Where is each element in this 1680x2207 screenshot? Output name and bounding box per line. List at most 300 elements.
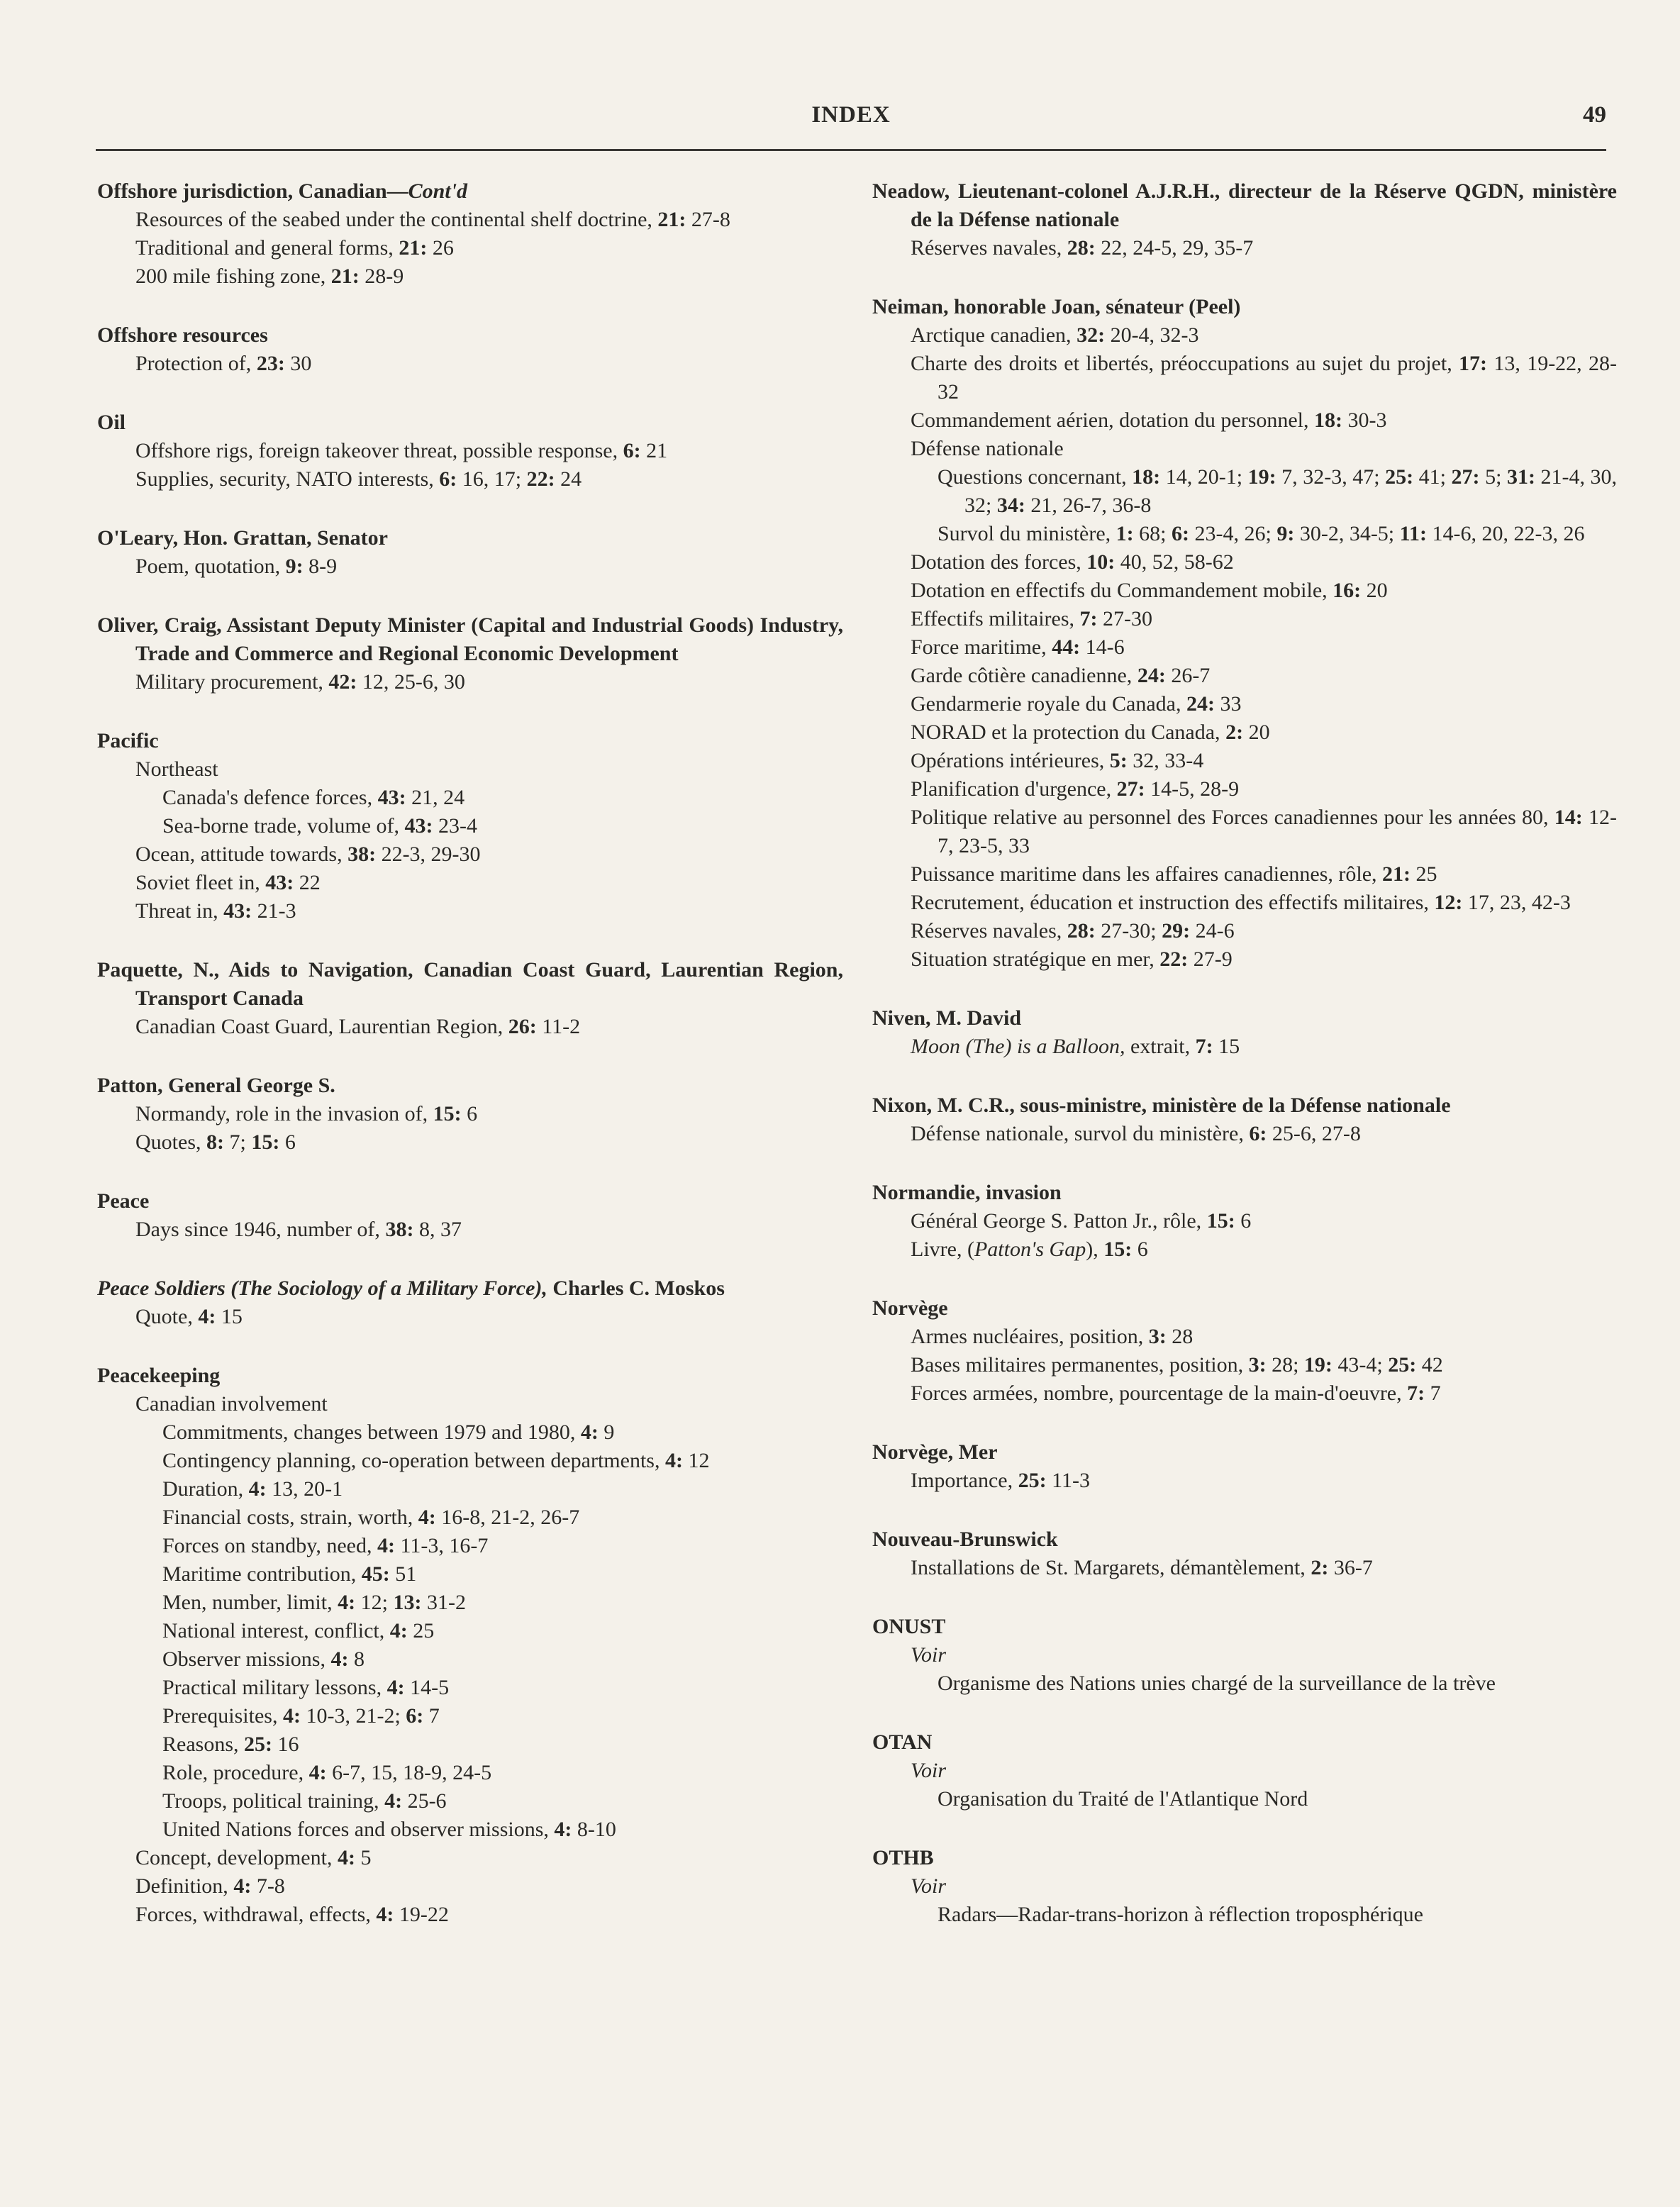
- page-reference: 7:: [1407, 1382, 1425, 1405]
- index-entry: [97, 408, 843, 494]
- index-text: Contingency planning, co-operation between departments,: [162, 1449, 665, 1472]
- index-text: 25: [407, 1619, 435, 1642]
- index-entry: [872, 1091, 1617, 1148]
- index-text: 8-10: [572, 1818, 616, 1841]
- page-reference: 25:: [244, 1733, 272, 1756]
- index-text: Nixon, M. C.R., sous-ministre, ministère de la Défense nationale: [872, 1094, 1451, 1117]
- page-reference: 26:: [508, 1015, 537, 1038]
- entry-subheading: [872, 1207, 1617, 1235]
- index-text: 12-7, 23-5, 33: [938, 806, 1617, 857]
- index-text: Charte des droits et libertés, préoccupations au sujet du projet,: [911, 352, 1459, 375]
- index-text: 19-22: [394, 1903, 449, 1926]
- index-text: Supplies, security, NATO interests,: [135, 467, 440, 491]
- index-entry: [97, 1362, 843, 1929]
- entry-subheading: [872, 1351, 1617, 1379]
- index-text: 22-3, 29-30: [376, 843, 481, 866]
- entry-subheading: [97, 668, 843, 696]
- entry-subheading: [124, 1787, 843, 1816]
- index-text: Moon (The) is a Balloon,: [911, 1035, 1125, 1058]
- entry-subheading: [872, 605, 1617, 633]
- entry-subheading: [97, 840, 843, 869]
- page-reference: 9:: [1276, 522, 1295, 545]
- entry-subheading: [97, 1128, 843, 1157]
- page-title: INDEX: [811, 102, 891, 128]
- entry-subheading: [872, 1467, 1617, 1495]
- index-entry: [97, 177, 843, 291]
- entry-subheading: [124, 1816, 843, 1844]
- index-text: Oil: [97, 411, 126, 434]
- index-text: 7: [423, 1704, 440, 1728]
- entry-subheading: [872, 804, 1617, 860]
- page-reference: 6:: [1249, 1122, 1267, 1145]
- page-reference: 5:: [1109, 749, 1128, 772]
- index-text: extrait,: [1125, 1035, 1196, 1058]
- index-text: 22: [294, 871, 321, 894]
- page-reference: 24:: [1137, 664, 1166, 687]
- entry-heading: [872, 1438, 1617, 1467]
- index-text: 16, 17;: [457, 467, 527, 491]
- index-text: Reasons,: [162, 1733, 244, 1756]
- index-text: Sea-borne trade, volume of,: [162, 814, 405, 838]
- entry-subheading: [97, 1901, 843, 1929]
- index-entry: [97, 1274, 843, 1331]
- entry-heading: [97, 524, 843, 552]
- page-reference: 45:: [361, 1562, 390, 1586]
- page-reference: 6:: [1172, 522, 1189, 545]
- index-text: 20: [1243, 721, 1270, 744]
- entry-subheading: [97, 1216, 843, 1244]
- entry-subheading: [872, 945, 1617, 974]
- index-text: Troops, political training,: [162, 1789, 385, 1813]
- index-text: 7: [1425, 1382, 1441, 1405]
- entry-subheading: [124, 1674, 843, 1702]
- page-reference: 4:: [386, 1676, 405, 1699]
- page-reference: 15:: [1206, 1209, 1235, 1233]
- index-text: Norvège, Mer: [872, 1440, 998, 1464]
- page-reference: 29:: [1162, 919, 1191, 943]
- index-text: Force maritime,: [911, 635, 1052, 659]
- page-reference: 3:: [1248, 1353, 1267, 1377]
- page-reference: 43:: [265, 871, 294, 894]
- index-text: Commitments, changes between 1979 and 1980,: [162, 1421, 581, 1444]
- page-reference: 15:: [251, 1130, 280, 1154]
- entry-subheading: [872, 1033, 1617, 1061]
- page-reference: 4:: [376, 1903, 394, 1926]
- page-reference: 4:: [330, 1647, 349, 1671]
- index-text: Peacekeeping: [97, 1364, 221, 1387]
- index-text: 30: [284, 352, 312, 375]
- page-reference: 22:: [526, 467, 555, 491]
- index-text: NORAD et la protection du Canada,: [911, 721, 1226, 744]
- index-entry: [872, 1728, 1617, 1813]
- page-reference: 10:: [1086, 550, 1116, 574]
- entry-heading: [872, 1294, 1617, 1323]
- entry-subheading: [124, 1560, 843, 1589]
- index-text: Importance,: [911, 1469, 1018, 1492]
- page-reference: 4:: [233, 1874, 252, 1898]
- entry-subheading: [97, 1390, 843, 1418]
- index-text: 16: [272, 1733, 299, 1756]
- index-text: Oliver, Craig, Assistant Deputy Minister (Capital and Industrial Goods) Industry, Trade and Commerce and Regional Economic Development: [97, 613, 843, 665]
- index-text: Forces armées, nombre, pourcentage de la main-d'oeuvre,: [911, 1382, 1408, 1405]
- entry-subheading: [899, 1669, 1617, 1698]
- entry-heading: [872, 293, 1617, 321]
- index-text: 14-6, 20, 22-3, 26: [1427, 522, 1585, 545]
- index-entry: [872, 1844, 1617, 1929]
- index-text: Dotation en effectifs du Commandement mobile,: [911, 579, 1333, 602]
- index-text: United Nations forces and observer missions,: [162, 1818, 555, 1841]
- entry-heading: [97, 321, 843, 350]
- index-text: 6: [461, 1102, 478, 1125]
- index-text: Forces, withdrawal, effects,: [135, 1903, 377, 1926]
- index-text: Protection of,: [135, 352, 257, 375]
- index-entry: [97, 524, 843, 581]
- index-entry: [872, 1294, 1617, 1408]
- page-reference: 4:: [198, 1305, 216, 1328]
- index-entry: [872, 1179, 1617, 1264]
- page-reference: 8:: [206, 1130, 224, 1154]
- index-column-left: [97, 177, 843, 1959]
- index-text: Opérations intérieures,: [911, 749, 1110, 772]
- index-text: 21-4, 30, 32;: [964, 465, 1618, 517]
- entry-subheading: [872, 435, 1617, 463]
- entry-subheading: [97, 1844, 843, 1872]
- index-text: 14-5, 28-9: [1145, 777, 1240, 801]
- index-text: 36-7: [1328, 1556, 1373, 1579]
- index-text: Forces on standby, need,: [162, 1534, 377, 1557]
- page-reference: 14:: [1554, 806, 1583, 829]
- entry-subheading: [872, 860, 1617, 889]
- index-text: 12, 25-6, 30: [357, 670, 465, 694]
- index-entry: [97, 727, 843, 925]
- index-text: 13, 20-1: [266, 1477, 343, 1501]
- page-reference: 25:: [1385, 465, 1414, 489]
- index-text: 22, 24-5, 29, 35-7: [1095, 236, 1254, 260]
- page-reference: 4:: [664, 1449, 683, 1472]
- index-text: 12;: [355, 1591, 394, 1614]
- entry-subheading: [872, 577, 1617, 605]
- index-text: 6-7, 15, 18-9, 24-5: [326, 1761, 492, 1784]
- page-reference: 4:: [338, 1591, 356, 1614]
- index-text: Puissance maritime dans les affaires canadiennes, rôle,: [911, 862, 1383, 886]
- page-reference: 28:: [1067, 919, 1096, 943]
- page-reference: 4:: [248, 1477, 267, 1501]
- page-reference: 7:: [1079, 607, 1098, 630]
- entry-subheading: [872, 1379, 1617, 1408]
- entry-subheading: [872, 1554, 1617, 1582]
- entry-subheading: [124, 1759, 843, 1787]
- index-text: Peace: [97, 1189, 150, 1213]
- index-text: Recrutement, éducation et instruction des effectifs militaires,: [911, 891, 1435, 914]
- page-reference: 23:: [256, 352, 285, 375]
- page-reference: 4:: [384, 1789, 403, 1813]
- index-entry: [97, 1187, 843, 1244]
- index-text: National interest, conflict,: [162, 1619, 390, 1642]
- index-text: 8, 37: [413, 1218, 462, 1241]
- index-text: Ocean, attitude towards,: [135, 843, 348, 866]
- page-reference: 16:: [1333, 579, 1362, 602]
- page-reference: 38:: [385, 1218, 414, 1241]
- page-reference: 12:: [1434, 891, 1463, 914]
- index-text: Réserves navales,: [911, 919, 1067, 943]
- index-text: Organisation du Traité de l'Atlantique Nord: [938, 1787, 1308, 1811]
- entry-subheading: [124, 1475, 843, 1503]
- entry-heading: [872, 1613, 1617, 1641]
- page-reference: 21:: [399, 236, 428, 260]
- index-text: Questions concernant,: [938, 465, 1133, 489]
- entry-subheading: [97, 206, 843, 234]
- entry-subheading: [872, 718, 1617, 747]
- index-text: 11-2: [536, 1015, 581, 1038]
- index-text: 30-3: [1342, 408, 1387, 432]
- index-text: Role, procedure,: [162, 1761, 309, 1784]
- index-text: Gendarmerie royale du Canada,: [911, 692, 1186, 716]
- index-entry: [97, 956, 843, 1041]
- page-reference: 3:: [1148, 1325, 1167, 1348]
- index-text: 14-6: [1080, 635, 1125, 659]
- entry-subheading: [872, 548, 1617, 577]
- index-text: 43-4;: [1332, 1353, 1389, 1377]
- index-entry: [872, 1004, 1617, 1061]
- index-text: 8: [348, 1647, 365, 1671]
- index-text: Radars—Radar-trans-horizon à réflection troposphérique: [938, 1903, 1423, 1926]
- entry-heading: [872, 1844, 1617, 1872]
- entry-subheading: [124, 1503, 843, 1532]
- entry-heading: [97, 177, 843, 206]
- index-text: 21-3: [252, 899, 296, 923]
- entry-subheading: [97, 755, 843, 784]
- index-entry: [872, 177, 1617, 262]
- entry-subheading: [97, 1872, 843, 1901]
- index-entry: [872, 293, 1617, 974]
- index-text: Réserves navales,: [911, 236, 1067, 260]
- index-text: 17, 23, 42-3: [1462, 891, 1571, 914]
- index-text: 28;: [1266, 1353, 1304, 1377]
- page-reference: 13:: [393, 1591, 422, 1614]
- page-reference: 19:: [1303, 1353, 1333, 1377]
- page-reference: 27:: [1116, 777, 1145, 801]
- index-text: Normandie, invasion: [872, 1181, 1062, 1204]
- page-reference: 7:: [1195, 1035, 1213, 1058]
- entry-subheading: [872, 917, 1617, 945]
- index-text: Canadian Coast Guard, Laurentian Region,: [135, 1015, 508, 1038]
- index-text: 16-8, 21-2, 26-7: [435, 1506, 580, 1529]
- index-text: Cont'd: [408, 179, 468, 203]
- index-text: Quotes,: [135, 1130, 206, 1154]
- entry-subheading: [97, 1303, 843, 1331]
- entry-heading: [872, 1525, 1617, 1554]
- index-text: 25-6, 27-8: [1267, 1122, 1361, 1145]
- index-text: 200 mile fishing zone,: [135, 265, 331, 288]
- page-reference: 6:: [406, 1704, 424, 1728]
- page-reference: 15:: [433, 1102, 462, 1125]
- entry-subheading: [872, 775, 1617, 804]
- index-text: 9: [598, 1421, 615, 1444]
- index-text: 27-9: [1188, 947, 1233, 971]
- index-text: 12: [682, 1449, 710, 1472]
- index-text: 15: [1213, 1035, 1240, 1058]
- index-text: Northeast: [135, 757, 218, 781]
- index-text: Installations de St. Margarets, démantèlement,: [911, 1556, 1311, 1579]
- index-text: Patton, General George S.: [97, 1074, 335, 1097]
- page-reference: 18:: [1132, 465, 1161, 489]
- page-reference: 31:: [1506, 465, 1535, 489]
- index-text: Prerequisites,: [162, 1704, 283, 1728]
- index-text: 25: [1411, 862, 1437, 886]
- page-reference: 19:: [1247, 465, 1276, 489]
- page-reference: 17:: [1459, 352, 1488, 375]
- index-text: 13, 19-22, 28-32: [938, 352, 1618, 404]
- entry-subheading: [872, 690, 1617, 718]
- entry-subheading: [97, 437, 843, 465]
- page-reference: 43:: [223, 899, 252, 923]
- entry-heading: [97, 611, 843, 668]
- index-text: 24-6: [1190, 919, 1235, 943]
- entry-heading: [97, 1362, 843, 1390]
- page-reference: 4:: [377, 1534, 395, 1557]
- page-reference: 4:: [580, 1421, 599, 1444]
- index-text: Voir: [911, 1643, 947, 1667]
- entry-heading: [97, 956, 843, 1013]
- index-text: Canadian involvement: [135, 1392, 328, 1416]
- page-reference: 1:: [1116, 522, 1134, 545]
- index-text: Livre, (: [911, 1238, 974, 1261]
- index-text: 27-30;: [1095, 919, 1162, 943]
- entry-heading: [97, 1187, 843, 1216]
- entry-subheading: [97, 465, 843, 494]
- index-text: 31-2: [421, 1591, 466, 1614]
- index-text: Normandy, role in the invasion of,: [135, 1102, 433, 1125]
- index-text: OTAN: [872, 1730, 933, 1754]
- page-header: [96, 99, 1606, 151]
- entry-subheading: [124, 1617, 843, 1645]
- page-reference: 21:: [330, 265, 360, 288]
- index-text: ONUST: [872, 1615, 946, 1638]
- page-reference: 34:: [996, 494, 1025, 517]
- entry-subheading: [872, 662, 1617, 690]
- index-text: Practical military lessons,: [162, 1676, 387, 1699]
- index-text: Voir: [911, 1759, 947, 1782]
- index-text: Peace Soldiers (The Sociology of a Military Force),: [97, 1277, 547, 1300]
- index-text: Threat in,: [135, 899, 224, 923]
- index-text: Paquette, N., Aids to Navigation, Canadian Coast Guard, Laurentian Region, Transport Canada: [97, 958, 843, 1010]
- page-reference: 4:: [418, 1506, 436, 1529]
- page-reference: 43:: [404, 814, 433, 838]
- index-text: Neadow, Lieutenant-colonel A.J.R.H., directeur de la Réserve QGDN, ministère de la Défense nationale: [872, 179, 1617, 231]
- index-text: 7;: [224, 1130, 252, 1154]
- index-text: Duration,: [162, 1477, 249, 1501]
- index-text: 11-3: [1046, 1469, 1090, 1492]
- page-reference: 18:: [1314, 408, 1343, 432]
- page-reference: 21:: [657, 208, 686, 231]
- index-text: Planification d'urgence,: [911, 777, 1117, 801]
- entry-heading: [97, 727, 843, 755]
- index-text: 41;: [1413, 465, 1452, 489]
- entry-subheading: [872, 747, 1617, 775]
- entry-subheading: [124, 1418, 843, 1447]
- index-text: Situation stratégique en mer,: [911, 947, 1160, 971]
- index-text: Definition,: [135, 1874, 234, 1898]
- index-text: 21, 24: [406, 786, 465, 809]
- index-entry: [872, 1613, 1617, 1698]
- index-text: Charles C. Moskos: [547, 1277, 725, 1300]
- entry-heading: [872, 177, 1617, 234]
- entry-subheading: [124, 1730, 843, 1759]
- index-text: 6: [1132, 1238, 1148, 1261]
- index-text: Norvège: [872, 1296, 948, 1320]
- page-reference: 27:: [1451, 465, 1480, 489]
- index-text: Pacific: [97, 729, 159, 752]
- entry-heading: [97, 1274, 843, 1303]
- entry-subheading: [97, 1013, 843, 1041]
- index-text: 20-4, 32-3: [1105, 323, 1199, 347]
- index-text: 21, 26-7, 36-8: [1025, 494, 1152, 517]
- entry-subheading: [872, 321, 1617, 350]
- index-entry: [97, 321, 843, 378]
- entry-subheading: [899, 463, 1617, 520]
- page-reference: 4:: [554, 1818, 572, 1841]
- index-entry: [872, 1525, 1617, 1582]
- page-reference: 44:: [1052, 635, 1081, 659]
- index-entry: [97, 611, 843, 696]
- index-text: Dotation des forces,: [911, 550, 1087, 574]
- page-reference: 25:: [1018, 1469, 1047, 1492]
- index-entry: [97, 1072, 843, 1157]
- index-text: Observer missions,: [162, 1647, 331, 1671]
- index-text: 26-7: [1165, 664, 1211, 687]
- index-text: 30-2, 34-5;: [1294, 522, 1400, 545]
- entry-subheading: [899, 1901, 1617, 1929]
- index-text: Concept, development,: [135, 1846, 338, 1869]
- entry-subheading: [124, 1532, 843, 1560]
- index-text: 11-3, 16-7: [395, 1534, 489, 1557]
- index-text: Offshore jurisdiction, Canadian—: [97, 179, 408, 203]
- index-text: Soviet fleet in,: [135, 871, 266, 894]
- entry-subheading: [872, 1235, 1617, 1264]
- index-text: Resources of the seabed under the continental shelf doctrine,: [135, 208, 658, 231]
- index-text: 21: [640, 439, 668, 462]
- page-reference: 21:: [1382, 862, 1411, 886]
- index-text: Niven, M. David: [872, 1006, 1021, 1030]
- index-text: 14-5: [404, 1676, 450, 1699]
- entry-heading: [97, 1072, 843, 1100]
- index-text: 33: [1215, 692, 1242, 716]
- index-text: 10-3, 21-2;: [300, 1704, 406, 1728]
- entry-heading: [872, 1179, 1617, 1207]
- page-reference: 2:: [1225, 721, 1244, 744]
- entry-subheading: [124, 1447, 843, 1475]
- page-reference: 2:: [1311, 1556, 1329, 1579]
- entry-subheading: [872, 1872, 1617, 1901]
- page-reference: 6:: [623, 439, 641, 462]
- index-text: 28-9: [359, 265, 404, 288]
- page-reference: 42:: [328, 670, 357, 694]
- index-text: 7-8: [251, 1874, 285, 1898]
- index-text: Bases militaires permanentes, position,: [911, 1353, 1249, 1377]
- entry-subheading: [872, 406, 1617, 435]
- index-text: Neiman, honorable Joan, sénateur (Peel): [872, 295, 1241, 318]
- index-text: Traditional and general forms,: [135, 236, 399, 260]
- page-reference: 4:: [282, 1704, 301, 1728]
- index-text: Voir: [911, 1874, 947, 1898]
- index-text: Effectifs militaires,: [911, 607, 1080, 630]
- index-entry: [872, 1438, 1617, 1495]
- index-text: Days since 1946, number of,: [135, 1218, 386, 1241]
- entry-subheading: [124, 1645, 843, 1674]
- index-text: 6: [279, 1130, 296, 1154]
- index-text: 40, 52, 58-62: [1115, 550, 1234, 574]
- index-text: 26: [427, 236, 454, 260]
